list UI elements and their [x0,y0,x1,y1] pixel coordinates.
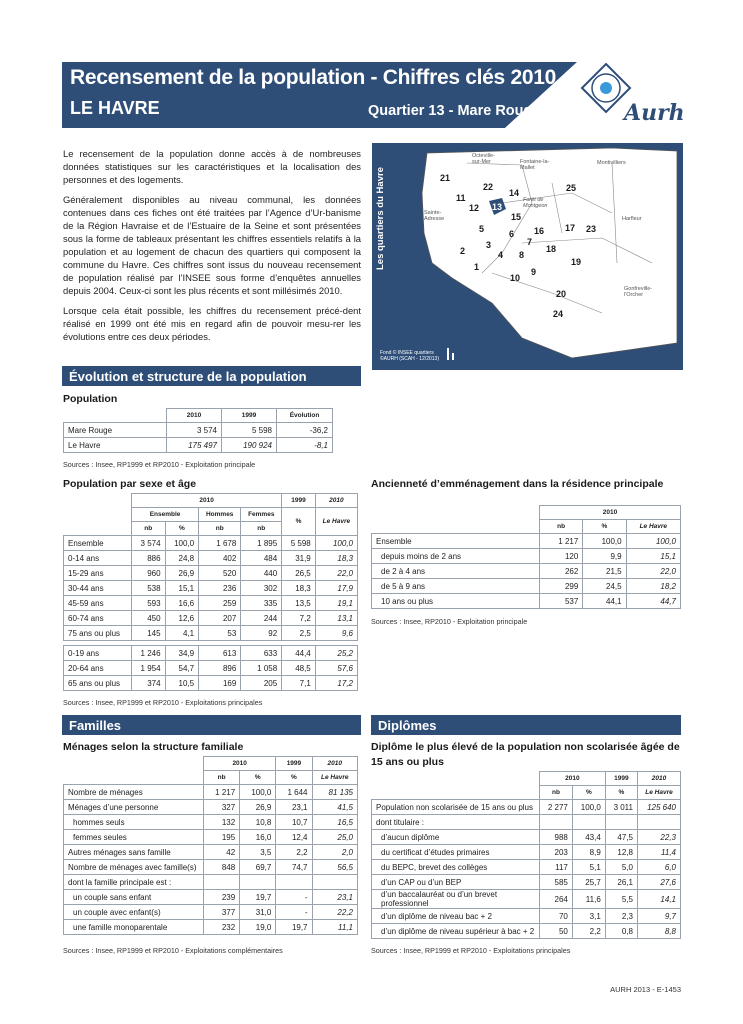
cell-value: 484 [241,551,282,566]
cell-value: 335 [241,596,282,611]
row-label: Autres ménages sans famille [64,845,204,860]
menages-title: Ménages selon la structure familiale [63,741,244,753]
cell-value [572,815,605,830]
row-label: Ensemble [372,534,540,549]
section-familles: Familles [62,715,361,735]
cell-value: 42 [204,845,240,860]
cell-value: 132 [204,815,240,830]
table-row [64,626,358,641]
cell-value: 31,0 [240,905,276,920]
row-label: 20-64 ans [64,661,132,676]
source-note: Sources : Insee, RP1999 et RP2010 - Exploitation principale [63,460,256,469]
row-label: 60-74 ans [64,611,132,626]
cell-value: 5,1 [572,860,605,875]
cell-value: 5,0 [605,860,637,875]
cell-value: 520 [199,566,241,581]
quartier-number: 22 [483,182,494,192]
cell-value: 22,2 [312,905,357,920]
quartier-number: 12 [469,203,480,213]
cell-value: 264 [540,890,573,909]
quartier-number: 11 [456,193,466,203]
cell-value: 988 [540,830,573,845]
cell-value: 10,7 [276,815,312,830]
cell-value: 15,1 [626,549,680,564]
logo-text: Aurh [624,100,685,126]
cell-value: 259 [199,596,241,611]
cell-value: 1 644 [276,785,312,800]
cell-value: 13,5 [282,596,316,611]
row-label: d’un diplôme de niveau supérieur à bac + 2 [372,924,540,939]
cell-value [312,875,357,890]
quartier-number: 6 [509,229,515,239]
row-label: 0-14 ans [64,551,132,566]
cell-value: 1 217 [204,785,240,800]
cell-value: 100,0 [572,800,605,815]
cell-value: 100,0 [315,536,357,551]
cell-value: 18,3 [315,551,357,566]
table-row [64,860,358,875]
quartier-number: 18 [546,244,557,254]
cell-value: 57,6 [315,661,357,676]
cell-value: 203 [540,845,573,860]
quartier-number: 20 [556,289,567,299]
cell-value: 100,0 [240,785,276,800]
cell-value: 70 [540,909,573,924]
cell-value [638,815,681,830]
cell-value: 10,8 [240,815,276,830]
row-label: 65 ans ou plus [64,676,132,691]
cell-value: 25,0 [312,830,357,845]
quartier-number: 7 [527,237,533,247]
population-title: Population [63,393,118,405]
cell-value: 886 [132,551,166,566]
table-row [64,845,358,860]
table-row [64,785,358,800]
table-row [64,566,358,581]
cell-value: 236 [199,581,241,596]
quartier-number: 23 [586,224,597,234]
cell-value: 23,1 [312,890,357,905]
cell-value: 7,2 [282,611,316,626]
row-label: 75 ans ou plus [64,626,132,641]
cell-value: 3 011 [605,800,637,815]
table-row [64,920,358,935]
cell-value: 26,9 [165,566,199,581]
cell-value: 1 954 [132,661,166,676]
map-shape [372,143,683,370]
table-row [372,594,681,609]
cell-value: 12,4 [276,830,312,845]
sexe-age-title: Population par sexe et âge [63,478,197,490]
cell-value: 26,9 [240,800,276,815]
cell-value: 100,0 [626,534,680,549]
quartier-number: 14 [509,188,520,198]
cell-value: 34,9 [165,646,199,661]
cell-value: 11,6 [572,890,605,909]
table-row [64,661,358,676]
anciennete-title: Ancienneté d’emménagement dans la résidence principale [371,478,664,490]
row-label: 45-59 ans [64,596,132,611]
row-label: dont titulaire : [372,815,540,830]
cell-value: 9,7 [638,909,681,924]
cell-value: 2,5 [282,626,316,641]
cell-value: 14,1 [638,890,681,909]
cell-value: 125 640 [638,800,681,815]
cell-value: - [276,905,312,920]
row-label: Ménages d’une personne [64,800,204,815]
intro-paragraph: Généralement disponibles au niveau communal, les données contenues dans ces fiches ont été traitées par l’Agence d’Ur-banisme de la Région Havraise et de l’Estuaire de la Seine et sont présentées sous la forme de tableaux présentant les chiffres essentiels relatifs à la population et au logement de chacun des quartiers qui composent la commune du Havre. Ces chiffres sont issus du nouveau recensement de population réalisé par l’INSEE sous forme d’enquêtes annuelles depuis 2004. Ceux-ci sont les plus récents et sont millésimés 2010. [63,193,361,296]
row-label: dont la famille principale est : [64,875,204,890]
cell-value: 53 [199,626,241,641]
diplome-title: Diplôme le plus élevé de la population non scolarisée âgée de 15 ans ou plus [371,741,680,768]
cell-value: 56,5 [312,860,357,875]
cell-value: 2,2 [572,924,605,939]
cell-value: 585 [540,875,573,890]
cell-value: 54,7 [165,661,199,676]
cell-value: 960 [132,566,166,581]
table-row [372,534,681,549]
table-row [372,564,681,579]
row-label: un couple avec enfant(s) [64,905,204,920]
place-label: Forêt de Montgeon [523,197,548,210]
cell-value: 169 [199,676,241,691]
place-label: Fontaine-la-Mallet [520,159,550,172]
cell-value: 25,2 [315,646,357,661]
place-label: Harfleur [622,216,642,222]
cell-value: 43,4 [572,830,605,845]
cell-value: 81 135 [312,785,357,800]
cell-value: 17,2 [315,676,357,691]
table-row [64,890,358,905]
cell-value: 48,5 [282,661,316,676]
cell-value: 26,5 [282,566,316,581]
diplome-table: 2010 1999 2010 nb % % Le Havre Population non scolarisée de 15 ans ou plus 2 277 100,0 3 011 125 640 dont titulaire : d’aucun diplôme 988 43,4 47,5 22,3 du certificat d’études primaires 203 8,9 12,8 11,4 du BEPC, brevet des collèges 117 5,1 5,0 6,0 d’un CAP ou d’un BEP 585 25,7 26,1 27,6 d’un baccalauréat ou d’un brevet professionnel 264 11,6 5,5 14,1 d’un diplôme de niveau bac + 2 70 3,1 2,3 9,7 d’un diplôme de niveau supérieur à bac + 2 50 2,2 0,8 8,8 [371,771,681,939]
row-label: depuis moins de 2 ans [372,549,540,564]
cell-value: 1 217 [540,534,583,549]
cell-value: 25,7 [572,875,605,890]
cell-value: 302 [241,581,282,596]
cell-value: 207 [199,611,241,626]
row-label: d’un baccalauréat ou d’un brevet professionnel [372,890,540,909]
cell-value [540,815,573,830]
cell-value: 117 [540,860,573,875]
cell-value: 9,6 [315,626,357,641]
cell-value: 5 598 [282,536,316,551]
cell-value: 22,0 [315,566,357,581]
cell-value: 23,1 [276,800,312,815]
cell-value: 22,3 [638,830,681,845]
intro-paragraph: Le recensement de la population donne accès à de nombreuses données statistiques sur les caractéristiques et la localisation des personnes et des logements. [63,148,361,185]
row-label: un couple sans enfant [64,890,204,905]
cell-value: 13,1 [315,611,357,626]
table-header: 2010 1999 Évolution [64,409,333,423]
table-row [64,905,358,920]
row-label: femmes seules [64,830,204,845]
row-label: d’un CAP ou d’un BEP [372,875,540,890]
row-label: hommes seuls [64,815,204,830]
row-label: 10 ans ou plus [372,594,540,609]
cell-value: 450 [132,611,166,626]
cell-value: 47,5 [605,830,637,845]
cell-value: 145 [132,626,166,641]
cell-value: 21,5 [583,564,626,579]
cell-value: 1 058 [241,661,282,676]
row-label: 0-19 ans [64,646,132,661]
table-row [64,676,358,691]
cell-value: 2,0 [312,845,357,860]
cell-value: 10,5 [165,676,199,691]
city-title: LE HAVRE [70,98,160,118]
quartier-number: 5 [479,224,485,234]
cell-value: 15,1 [165,581,199,596]
cell-value: 9,9 [583,549,626,564]
cell-value: 24,8 [165,551,199,566]
quartier-number: 15 [511,212,522,222]
table-row [372,924,681,939]
cell-value: 50 [540,924,573,939]
table-row [64,611,358,626]
cell-value: 633 [241,646,282,661]
source-note: Sources : Insee, RP1999 et RP2010 - Exploitations principales [371,946,571,955]
cell-value: 299 [540,579,583,594]
cell-value: - [276,890,312,905]
source-note: Sources : Insee, RP2010 - Exploitation principale [371,617,528,626]
row-label: Nombre de ménages avec famille(s) [64,860,204,875]
row-label: Nombre de ménages [64,785,204,800]
row-label: 30-44 ans [64,581,132,596]
cell-value: 11,4 [638,845,681,860]
cell-value: 1 678 [199,536,241,551]
place-label: Gonfreville-l'Orcher [624,286,653,299]
table-row [372,830,681,845]
row-label: une famille monoparentale [64,920,204,935]
source-note: Sources : Insee, RP1999 et RP2010 - Exploitations principales [63,698,263,707]
cell-value: 239 [204,890,240,905]
quartier-number: 3 [486,240,492,250]
table-row [64,551,358,566]
cell-value: 44,1 [583,594,626,609]
cell-value: 374 [132,676,166,691]
cell-value: 16,5 [312,815,357,830]
quartier-number: 24 [553,309,564,319]
table-row [372,549,681,564]
cell-value: 3,5 [240,845,276,860]
cell-value: 440 [241,566,282,581]
cell-value: 16,6 [165,596,199,611]
cell-value: 613 [199,646,241,661]
table-row [372,815,681,830]
quartier-number: 21 [440,173,451,183]
row-label: de 5 à 9 ans [372,579,540,594]
table-row [64,646,358,661]
quartier-number: 16 [534,226,545,236]
cell-value: 7,1 [282,676,316,691]
population-table [63,408,333,453]
quartier-number: 8 [519,250,525,260]
cell-value: 4,1 [165,626,199,641]
cell-value: 327 [204,800,240,815]
cell-value: 0,8 [605,924,637,939]
table-row [372,860,681,875]
cell-value: 19,1 [315,596,357,611]
row-label: d’un diplôme de niveau bac + 2 [372,909,540,924]
table-row: Mare Rouge 3 574 5 598 -36,2 [64,423,333,438]
cell-value: 16,0 [240,830,276,845]
place-label: Montivilliers [597,160,626,166]
cell-value: 377 [204,905,240,920]
intro-text [63,148,361,351]
cell-value: 24,5 [583,579,626,594]
cell-value: 18,3 [282,581,316,596]
cell-value: 11,1 [312,920,357,935]
quartier-number: 25 [566,183,577,193]
row-label: du BEPC, brevet des collèges [372,860,540,875]
cell-value: 120 [540,549,583,564]
cell-value: 2,3 [605,909,637,924]
quartier-number: 19 [571,257,582,267]
cell-value: 31,9 [282,551,316,566]
cell-value: 195 [204,830,240,845]
menages-table: 2010 1999 2010 nb % % Le Havre Nombre de ménages 1 217 100,0 1 644 81 135 Ménages d’une personne 327 26,9 23,1 41,5 hommes seuls 132 10,8 10,7 16,5 femmes seules 195 16,0 12,4 25,0 Autres ménages sans famille 42 3,5 2,2 2,0 Nombre de ménages avec famille(s) 848 69,7 74,7 56,5 dont la famille principale est : un couple sans enfant 239 19,7 - 23,1 un couple avec enfant(s) 377 31,0 - 22,2 une famille monoparentale 232 19,0 19,7 11,1 [63,756,358,935]
cell-value: 2 277 [540,800,573,815]
cell-value: 3,1 [572,909,605,924]
cell-value: 537 [540,594,583,609]
table-row [64,581,358,596]
cell-value: 5,5 [605,890,637,909]
source-note: Sources : Insee, RP1999 et RP2010 - Exploitations complémentaires [63,946,283,955]
anciennete-table: 2010 nb % Le Havre Ensemble 1 217 100,0 100,0 depuis moins de 2 ans 120 9,9 15,1 de 2 à 4 ans 262 21,5 22,0 de 5 à 9 ans 299 24,5 18,2 10 ans ou plus 537 44,1 44,7 [371,505,681,609]
place-label: Sainte-Adresse [424,210,445,223]
cell-value: 1 895 [241,536,282,551]
table-row [372,579,681,594]
row-label: Population non scolarisée de 15 ans ou plus [372,800,540,815]
cell-value: 593 [132,596,166,611]
cell-value: 69,7 [240,860,276,875]
table-row: Le Havre 175 497 190 924 -8,1 [64,438,333,453]
row-label: du certificat d’études primaires [372,845,540,860]
cell-value: 17,9 [315,581,357,596]
place-label: Octeville-sur-Mer [472,153,495,166]
row-label: d’aucun diplôme [372,830,540,845]
quartier-number: 1 [474,262,480,272]
cell-value: 74,7 [276,860,312,875]
cell-value: 244 [241,611,282,626]
cell-value: 12,8 [605,845,637,860]
quartier-number: 2 [460,246,466,256]
table-row [372,890,681,909]
quartiers-map [372,143,683,370]
cell-value: 896 [199,661,241,676]
cell-value: 18,2 [626,579,680,594]
map-side-title: Les quartiers du Havre [375,167,386,270]
section-diplomes: Diplômes [371,715,681,735]
table-row [64,800,358,815]
table-row [372,845,681,860]
table-row [372,909,681,924]
cell-value [276,875,312,890]
quartier-title: Quartier 13 - Mare Rouge [368,103,541,119]
cell-value: 8,8 [638,924,681,939]
page-title: Recensement de la population - Chiffres clés 2010 [70,66,556,89]
table-row [64,830,358,845]
table-row [64,875,358,890]
cell-value: 232 [204,920,240,935]
cell-value: 44,7 [626,594,680,609]
cell-value: 262 [540,564,583,579]
table-row [64,815,358,830]
cell-value: 1 246 [132,646,166,661]
cell-value: 92 [241,626,282,641]
quartier-number: 4 [498,250,504,260]
cell-value: 19,7 [240,890,276,905]
cell-value: 44,4 [282,646,316,661]
table-row [64,596,358,611]
cell-value: 100,0 [583,534,626,549]
row-label: de 2 à 4 ans [372,564,540,579]
cell-value: 19,7 [276,920,312,935]
row-label: Ensemble [64,536,132,551]
cell-value: 26,1 [605,875,637,890]
cell-value: 205 [241,676,282,691]
cell-value: 27,6 [638,875,681,890]
table-row [64,536,358,551]
cell-value: 402 [199,551,241,566]
cell-value: 2,2 [276,845,312,860]
cell-value: 6,0 [638,860,681,875]
cell-value: 41,5 [312,800,357,815]
cell-value: 3 574 [132,536,166,551]
row-label: 15-29 ans [64,566,132,581]
cell-value [204,875,240,890]
cell-value: 12,6 [165,611,199,626]
cell-value: 848 [204,860,240,875]
map-source: Fond © INSEE quartiers ©AURH (SCAH - 12/2013) [380,350,439,362]
cell-value: 22,0 [626,564,680,579]
sexe-age-table: 2010 1999 2010 Ensemble Hommes Femmes % Le Havre nb % nb nb Ensemble 3 574 100,0 1 678 1 895 5 598 100,0 0-14 ans 886 24,8 402 484 31,9 18,3 15-29 ans 960 26,9 520 440 26,5 22,0 30-44 ans 538 15,1 236 302 18,3 17,9 45-59 ans 593 16,6 259 335 13,5 19,1 60-74 ans 450 12,6 207 244 7,2 13,1 75 ans ou plus 145 4,1 53 92 2,5 9,6 0-19 ans 1 246 34,9 613 633 44,4 25,2 20-64 ans 1 954 54,7 896 1 058 48,5 57,6 65 ans ou plus 374 10,5 169 205 7,1 17,2 [63,493,358,691]
cell-value: 538 [132,581,166,596]
table-row [372,875,681,890]
quartier-number: 9 [531,267,537,277]
cell-value: 19,0 [240,920,276,935]
cell-value [240,875,276,890]
footer-reference: AURH 2013 - E-1453 [610,985,681,994]
cell-value: 8,9 [572,845,605,860]
quartier-number: 10 [510,273,521,283]
cell-value: 100,0 [165,536,199,551]
quartier-number-selected: 13 [492,202,503,212]
section-evolution: Évolution et structure de la population [62,366,361,386]
table-row [372,800,681,815]
quartier-number: 17 [565,223,576,233]
intro-paragraph: Lorsque cela était possible, les chiffres du recensement précé-dent réalisé en 1999 ont été mis en regard afin de pouvoir mesu-rer les évolutions entre ces deux périodes. [63,304,361,342]
cell-value [605,815,637,830]
